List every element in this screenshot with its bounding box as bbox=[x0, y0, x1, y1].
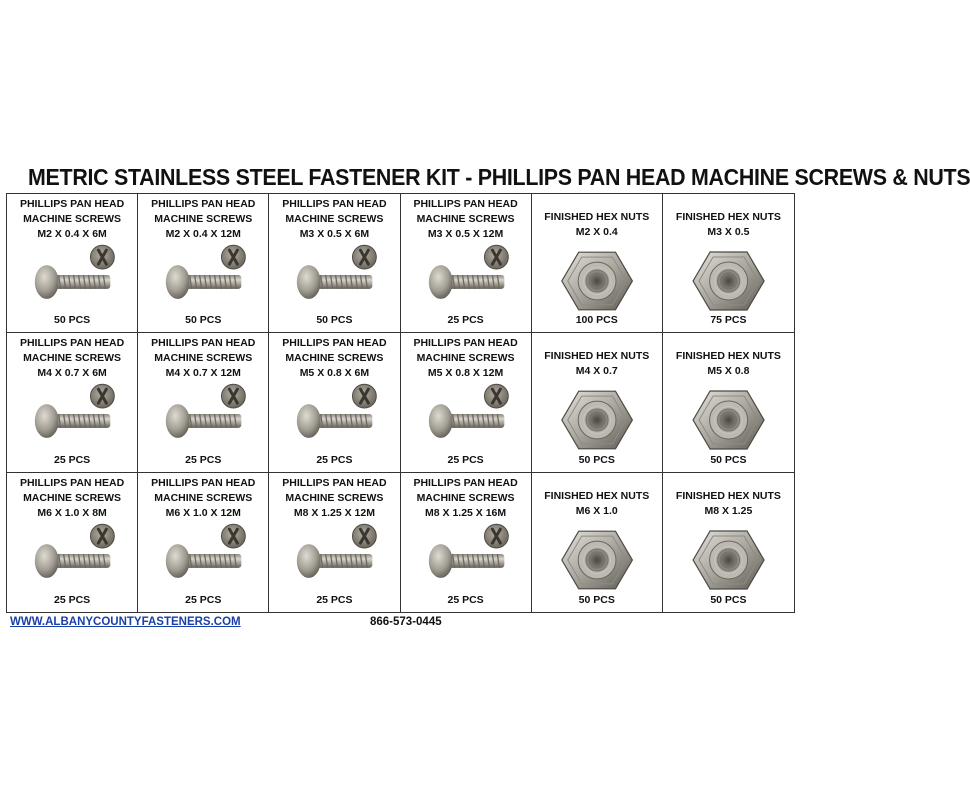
item-size: M6 X 1.0 X 12M bbox=[165, 506, 241, 519]
item-size: M3 X 0.5 X 12M bbox=[427, 228, 504, 240]
nut-cell bbox=[663, 194, 794, 333]
website-link[interactable]: WWW.ALBANYCOUNTYFASTENERS.COM bbox=[10, 616, 241, 628]
item-size: M6 X 1.0 bbox=[575, 504, 618, 517]
item-type-label: FINISHED HEX NUTS bbox=[544, 489, 650, 502]
item-label bbox=[7, 336, 137, 381]
screw-cell bbox=[138, 473, 269, 612]
item-size: M8 X 1.25 X 12M bbox=[293, 506, 375, 519]
item-size: M3 X 0.5 bbox=[707, 226, 750, 238]
item-size: M5 X 0.8 bbox=[707, 365, 750, 378]
phillips-pan-head-screw-icon bbox=[7, 383, 137, 449]
item-quantity: 25 PCS bbox=[53, 593, 91, 606]
phillips-pan-head-screw-icon bbox=[269, 244, 399, 310]
item-label bbox=[532, 489, 662, 519]
nut-cell bbox=[532, 194, 663, 333]
phillips-pan-head-screw-icon bbox=[7, 244, 137, 310]
item-quantity: 50 PCS bbox=[316, 314, 353, 327]
item-quantity: 50 PCS bbox=[710, 453, 747, 466]
phillips-pan-head-screw-icon bbox=[269, 523, 399, 589]
item-quantity: 100 PCS bbox=[575, 314, 618, 327]
item-label bbox=[663, 349, 794, 379]
item-label bbox=[663, 210, 794, 240]
item-quantity: 25 PCS bbox=[447, 593, 484, 606]
item-label bbox=[138, 476, 268, 521]
hex-nut-icon bbox=[663, 248, 794, 314]
nut-cell bbox=[663, 473, 794, 612]
item-quantity: 50 PCS bbox=[185, 314, 222, 327]
item-size: M8 X 1.25 bbox=[704, 504, 753, 517]
item-label bbox=[401, 197, 531, 242]
item-quantity: 25 PCS bbox=[447, 453, 484, 466]
item-size: M6 X 1.0 X 8M bbox=[37, 506, 107, 519]
phillips-pan-head-screw-icon bbox=[401, 523, 531, 589]
item-type-label: MACHINE SCREWS bbox=[416, 491, 515, 504]
hex-nut-icon bbox=[532, 248, 662, 314]
item-label bbox=[532, 210, 662, 240]
item-type-label: PHILLIPS PAN HEAD bbox=[282, 337, 387, 350]
item-quantity: 25 PCS bbox=[53, 453, 91, 466]
item-quantity: 50 PCS bbox=[53, 314, 91, 327]
screw-cell bbox=[7, 194, 138, 333]
item-type-label: MACHINE SCREWS bbox=[285, 491, 384, 504]
item-type-label: PHILLIPS PAN HEAD bbox=[282, 476, 387, 489]
item-type-label: PHILLIPS PAN HEAD bbox=[19, 476, 125, 489]
item-type-label: MACHINE SCREWS bbox=[416, 352, 515, 365]
item-label bbox=[269, 197, 399, 242]
screw-cell bbox=[138, 194, 269, 333]
phillips-pan-head-screw-icon bbox=[138, 244, 268, 310]
screw-cell bbox=[401, 473, 532, 612]
item-type-label: MACHINE SCREWS bbox=[23, 491, 122, 504]
phillips-pan-head-screw-icon bbox=[401, 244, 531, 310]
item-quantity: 75 PCS bbox=[710, 314, 747, 327]
item-quantity: 25 PCS bbox=[316, 593, 353, 606]
item-label bbox=[7, 197, 137, 242]
phone-number: 866-573-0445 bbox=[370, 616, 442, 628]
nut-cell bbox=[532, 333, 663, 472]
item-size: M5 X 0.8 X 6M bbox=[299, 367, 370, 380]
item-label bbox=[138, 197, 268, 242]
item-label bbox=[269, 476, 399, 521]
item-quantity: 25 PCS bbox=[185, 593, 222, 606]
item-type-label: PHILLIPS PAN HEAD bbox=[413, 337, 518, 350]
hex-nut-icon bbox=[663, 527, 794, 593]
item-size: M5 X 0.8 X 12M bbox=[427, 367, 504, 380]
item-quantity: 25 PCS bbox=[185, 453, 222, 466]
item-label bbox=[401, 476, 531, 521]
item-type-label: FINISHED HEX NUTS bbox=[544, 211, 650, 223]
item-type-label: MACHINE SCREWS bbox=[23, 213, 122, 225]
screw-cell bbox=[269, 333, 400, 472]
screw-cell bbox=[7, 333, 138, 472]
item-type-label: PHILLIPS PAN HEAD bbox=[151, 337, 256, 350]
hex-nut-icon bbox=[532, 387, 662, 453]
hex-nut-icon bbox=[532, 527, 662, 593]
screw-cell bbox=[269, 194, 400, 333]
item-type-label: MACHINE SCREWS bbox=[23, 352, 122, 365]
item-type-label: FINISHED HEX NUTS bbox=[675, 211, 781, 223]
nut-cell bbox=[663, 333, 794, 472]
item-type-label: FINISHED HEX NUTS bbox=[544, 350, 650, 363]
hex-nut-icon bbox=[663, 387, 794, 453]
item-label bbox=[138, 336, 268, 381]
item-type-label: PHILLIPS PAN HEAD bbox=[151, 476, 256, 489]
item-quantity: 25 PCS bbox=[316, 453, 353, 466]
item-type-label: FINISHED HEX NUTS bbox=[675, 489, 781, 502]
item-size: M4 X 0.7 bbox=[575, 365, 618, 378]
item-type-label: FINISHED HEX NUTS bbox=[675, 350, 781, 363]
item-type-label: PHILLIPS PAN HEAD bbox=[282, 198, 387, 210]
phillips-pan-head-screw-icon bbox=[138, 523, 268, 589]
item-label bbox=[663, 489, 794, 519]
item-label bbox=[7, 476, 137, 521]
item-type-label: PHILLIPS PAN HEAD bbox=[19, 337, 125, 350]
item-size: M4 X 0.7 X 6M bbox=[37, 367, 107, 380]
item-label bbox=[532, 349, 662, 379]
phillips-pan-head-screw-icon bbox=[7, 523, 137, 589]
item-label bbox=[401, 336, 531, 381]
item-size: M8 X 1.25 X 16M bbox=[425, 506, 507, 519]
item-type-label: MACHINE SCREWS bbox=[285, 352, 384, 365]
item-type-label: MACHINE SCREWS bbox=[154, 491, 253, 504]
item-size: M2 X 0.4 X 6M bbox=[37, 228, 107, 240]
item-size: M2 X 0.4 X 12M bbox=[165, 228, 241, 240]
item-quantity: 50 PCS bbox=[578, 593, 615, 606]
item-type-label: MACHINE SCREWS bbox=[416, 213, 515, 225]
phillips-pan-head-screw-icon bbox=[401, 383, 531, 449]
item-size: M2 X 0.4 bbox=[575, 226, 618, 238]
item-quantity: 50 PCS bbox=[578, 453, 615, 466]
item-quantity: 25 PCS bbox=[447, 314, 484, 327]
kit-title: METRIC STAINLESS STEEL FASTENER KIT - PHILLIPS PAN HEAD MACHINE SCREWS & NUTS bbox=[28, 164, 970, 190]
item-type-label: MACHINE SCREWS bbox=[154, 213, 253, 225]
item-quantity: 50 PCS bbox=[710, 593, 747, 606]
item-type-label: PHILLIPS PAN HEAD bbox=[19, 198, 125, 210]
phillips-pan-head-screw-icon bbox=[269, 383, 399, 449]
screw-cell bbox=[7, 473, 138, 612]
item-type-label: PHILLIPS PAN HEAD bbox=[413, 198, 518, 210]
item-type-label: PHILLIPS PAN HEAD bbox=[151, 198, 256, 210]
screw-cell bbox=[138, 333, 269, 472]
screw-cell bbox=[269, 473, 400, 612]
item-type-label: MACHINE SCREWS bbox=[285, 213, 384, 225]
fastener-grid bbox=[6, 193, 795, 613]
phillips-pan-head-screw-icon bbox=[138, 383, 268, 449]
item-type-label: PHILLIPS PAN HEAD bbox=[413, 476, 518, 489]
item-size: M3 X 0.5 X 6M bbox=[299, 228, 370, 240]
item-size: M4 X 0.7 X 12M bbox=[165, 367, 241, 380]
nut-cell bbox=[532, 473, 663, 612]
screw-cell bbox=[401, 333, 532, 472]
item-type-label: MACHINE SCREWS bbox=[154, 352, 253, 365]
item-label bbox=[269, 336, 399, 381]
screw-cell bbox=[401, 194, 532, 333]
